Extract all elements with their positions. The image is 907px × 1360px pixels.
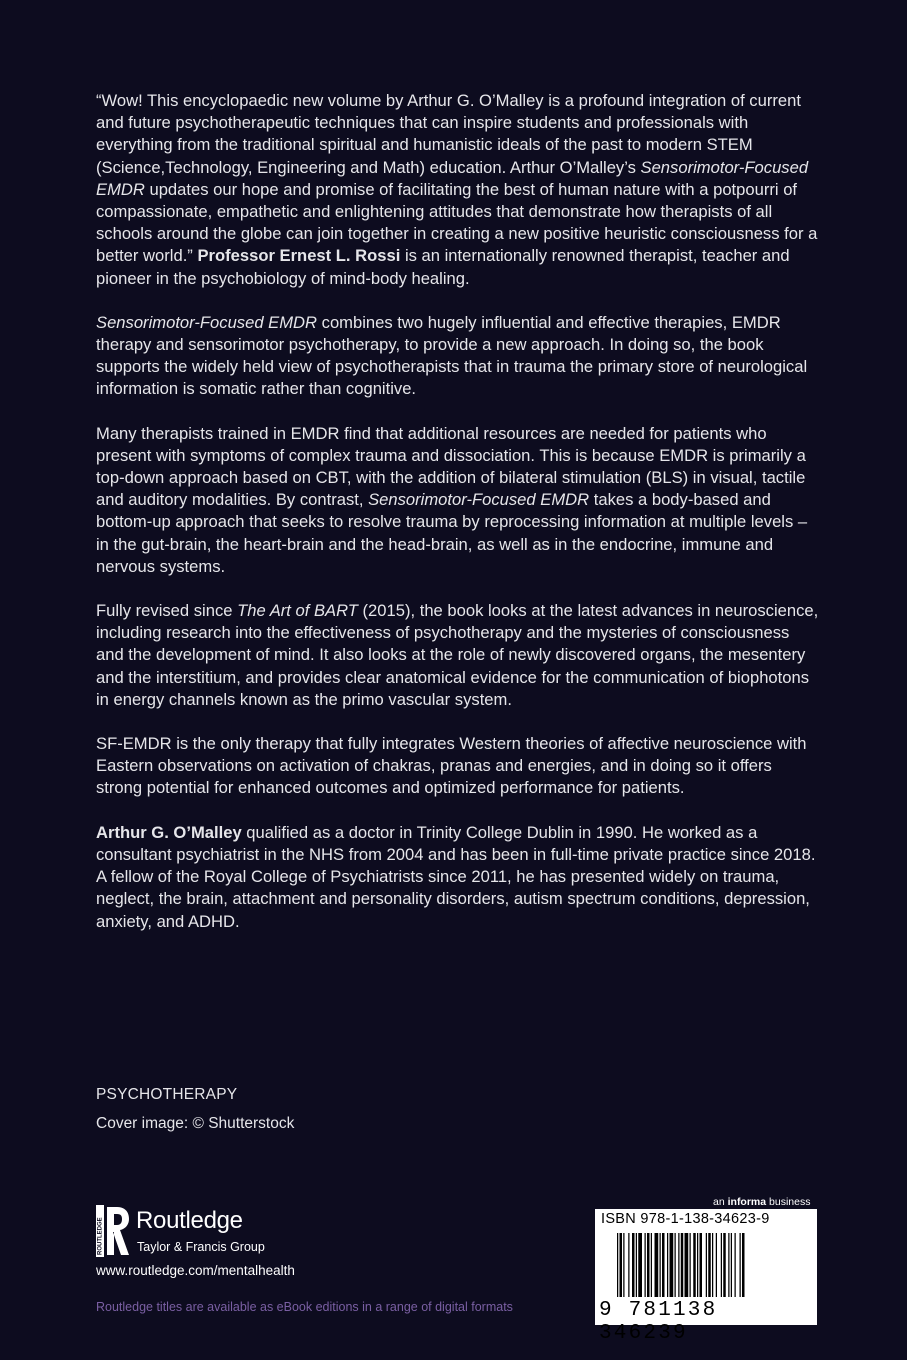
barcode-bar (660, 1233, 661, 1297)
barcode-bar (681, 1233, 684, 1297)
publisher-url[interactable]: www.routledge.com/mentalhealth (96, 1263, 295, 1278)
barcode-bar (623, 1233, 624, 1297)
text-run: Sensorimotor-Focused EMDR (96, 157, 809, 199)
ebook-availability-note: Routledge titles are available as eBook editions in a range of digital formats (96, 1300, 513, 1314)
barcode-bar (632, 1233, 635, 1297)
informa-business-tagline (713, 1196, 810, 1208)
barcode-bar (662, 1233, 665, 1297)
barcode-bar (675, 1233, 676, 1297)
barcode-bar (716, 1233, 717, 1297)
barcode-bar (731, 1233, 732, 1297)
praise-quote-paragraph (96, 90, 820, 290)
barcode-bar (708, 1233, 711, 1297)
text-run: is an internationally renowned therapist, teacher and pioneer in the psychobiology of mind-body healing. (96, 246, 790, 288)
back-cover-blurb (96, 90, 820, 955)
publisher-name: Routledge (136, 1207, 243, 1234)
informa-prefix: an (713, 1196, 728, 1208)
barcode-bar (740, 1233, 741, 1297)
publisher-group: Taylor & Francis Group (137, 1240, 265, 1254)
barcode-bar (690, 1233, 691, 1297)
text-run: Sensorimotor-Focused EMDR (368, 490, 590, 510)
barcode-bar (723, 1233, 726, 1297)
text-run: SF-EMDR is the only therapy that fully integrates Western theories of affective neuroscience with Eastern observations on activation of chakras, pranas and energies, and in doing so it offers strong potential for enhanced outcomes and optimized performance for patients. (96, 734, 807, 798)
logo-spine-text: ROUTLEDGE (97, 1217, 104, 1255)
barcode-bar (620, 1233, 623, 1297)
author-bio-paragraph (96, 822, 820, 933)
text-run: “Wow! This encyclopaedic new volume by Arthur G. O’Malley is a profound integration of current and future psychotherapeutic techniques that can inspire students and professionals with everything from the traditional spiritual and humanistic ideals of the past to modern STEM (Science,Technology, Engineering and Math) education. Arthur O’Malley’s (96, 91, 801, 177)
barcode-bar (667, 1233, 668, 1297)
barcode-bar (742, 1233, 745, 1297)
integration-paragraph (96, 733, 820, 800)
barcode-bar (693, 1233, 696, 1297)
text-run: updates our hope and promise of facilitating the best of human nature with a potpourri of compassionate, empathetic and enlightening attitudes that demonstrate how therapists of all schools around the globe can join together in creating a new positive heuristic consciousness for a better world.” (96, 179, 818, 266)
isbn-barcode (595, 1209, 817, 1345)
text-run: Sensorimotor-Focused EMDR (96, 312, 318, 332)
barcode-digits: 9 781138 346239 (599, 1299, 718, 1345)
isbn-label: ISBN 978-1-138-34623-9 (601, 1211, 770, 1227)
summary-paragraph (96, 312, 820, 401)
text-run: Arthur G. O’Malley (96, 822, 242, 842)
barcode-bar (645, 1233, 646, 1297)
text-run: takes a body-based and bottom-up approach that seeks to resolve trauma by reprocessing information at multiple levels – in the gut-brain, the heart-brain and the head-brain, as well as in the endocrine, immune and nervous systems. (96, 490, 808, 576)
text-run: qualified as a doctor in Trinity College Dublin in 1990. He worked as a consultant psychiatrist in the NHS from 2004 and has been in full-time private practice since 2018. A fellow of the Royal College of Psychiatrists since 2011, he has presented widely on trauma, neglect, the brain, attachment and personality disorders, autism spectrum conditions, depression, anxiety, and ADHD. (96, 822, 816, 931)
barcode-bar (728, 1233, 729, 1297)
text-run: (2015), the book looks at the latest advances in neuroscience, including research into the effectiveness of psychotherapy and the mysteries of consciousness and the development of mind. It also looks at the role of newly discovered organs, the mesentery and the interstitium, and provides clear anatomical evidence for the communication of biophotons in energy channels known as the primo vascular system. (96, 601, 819, 709)
text-run: combines two hugely influential and effective therapies, EMDR therapy and sensorimotor psychotherapy, to provide a new approach. In doing so, the book supports the widely held view of psychotherapists that in trauma the primary store of neurological information is somatic rather than cognitive. (96, 312, 808, 399)
routledge-r-mark-icon (96, 1205, 130, 1257)
barcode-bar (655, 1233, 659, 1297)
subject-category: PSYCHOTHERAPY (96, 1086, 238, 1103)
cover-image-credit: Cover image: © Shutterstock (96, 1115, 295, 1132)
barcode-bar (638, 1233, 642, 1297)
informa-suffix: business (766, 1196, 811, 1208)
barcode-bar (712, 1233, 713, 1297)
text-run: Professor Ernest L. Rossi (197, 246, 401, 266)
barcode-bar (685, 1233, 689, 1297)
barcode-bar (697, 1233, 698, 1297)
barcode-bar (670, 1233, 674, 1297)
barcode-bar (706, 1233, 707, 1297)
informa-brand: informa (727, 1196, 767, 1208)
text-run: The Art of BART (237, 601, 358, 621)
approach-paragraph (96, 423, 820, 578)
barcode-bar (617, 1233, 618, 1297)
barcode-bar (700, 1233, 703, 1297)
text-run: Many therapists trained in EMDR find that additional resources are needed for patients who present with symptoms of complex trauma and dissociation. This is because EMDR is primarily a top-down approach based on CBT, with the addition of bilateral stimulation (BLS) in visual, tactile and auditory modalities. By contrast, (96, 423, 806, 510)
barcode-bar (721, 1233, 722, 1297)
barcode-bar (647, 1233, 650, 1297)
barcode-bar (628, 1233, 629, 1297)
text-run: Fully revised since (96, 601, 238, 621)
barcode-bar (651, 1233, 652, 1297)
barcode-bar (678, 1233, 679, 1297)
routledge-logo (96, 1205, 326, 1261)
revision-paragraph (96, 600, 820, 711)
barcode-bar (636, 1233, 637, 1297)
barcode-bar (735, 1233, 736, 1297)
